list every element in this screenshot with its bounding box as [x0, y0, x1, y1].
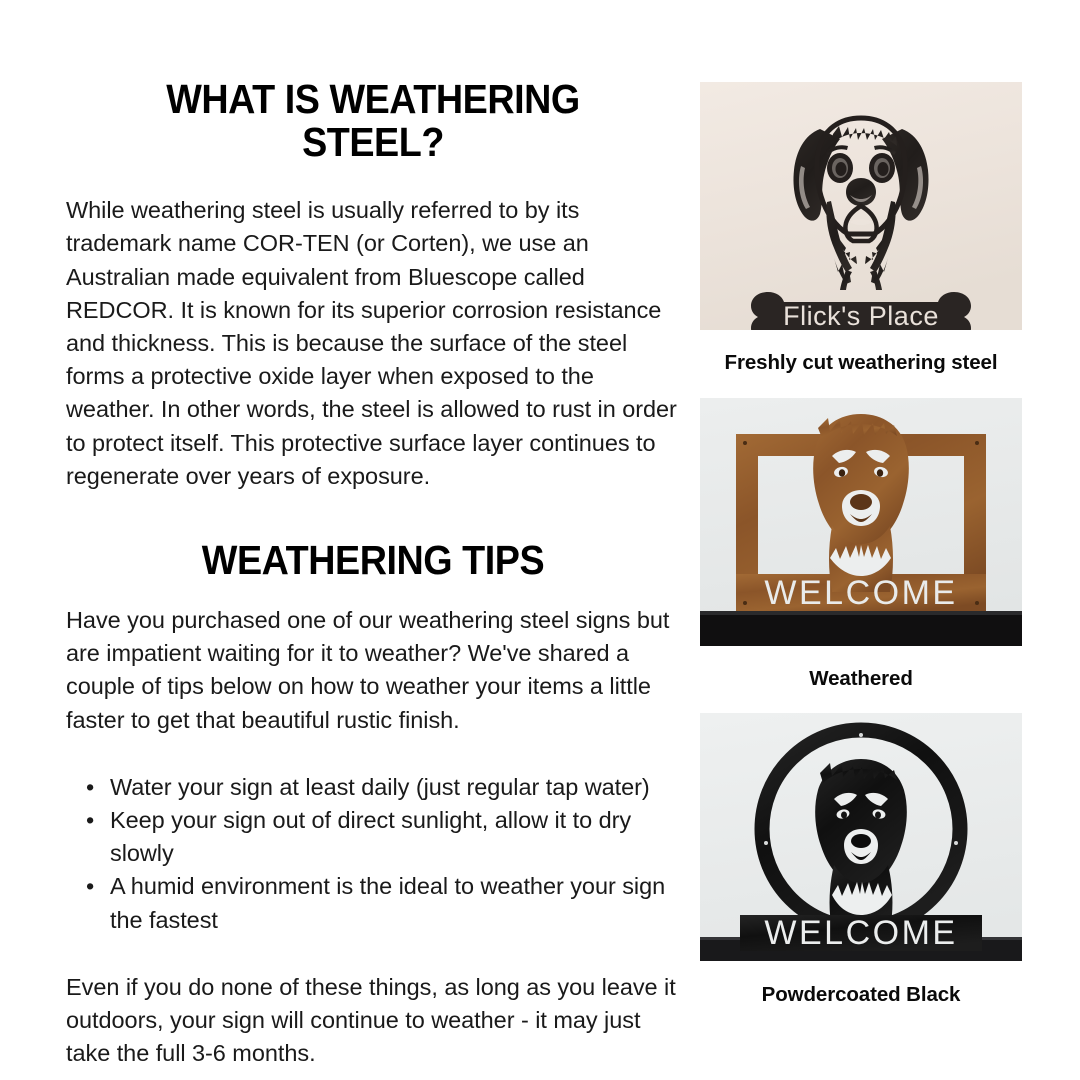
photo-column	[700, 82, 1022, 1008]
tips-list	[66, 771, 680, 937]
photo-caption-powdercoated-black: Powdercoated Black	[761, 983, 961, 1007]
photo-powdercoated-black	[700, 713, 1022, 961]
intro-paragraph: While weathering steel is usually referred to by its trademark name COR-TEN (or Corten), we use an Australian made equivalent from Bluescope called REDCOR. It is known for its superior corrosion resistance and thickness. This is because the surface of the steel forms a protective oxide layer when exposed to the weather. In other words, the steel is allowed to rust in order to protect itself. This protective surface layer continues to regenerate over years of exposure.	[66, 197, 677, 489]
tips-intro-paragraph: Have you purchased one of our weathering steel signs but are impatient waiting for it to weather? We've shared a couple of tips below on how to weather your items a little faster to get that beautiful rustic finish.	[66, 606, 670, 733]
photo-block-freshly-cut	[700, 82, 1022, 376]
photo-freshly-cut-weathering-steel	[700, 82, 1022, 330]
list-item: • Water your sign at least daily (just regular tap water)	[110, 771, 680, 804]
photo-block-powdercoated-black	[700, 713, 1022, 1008]
sign-text-welcome-black: WELCOME	[764, 914, 958, 953]
article-text-column	[66, 78, 680, 1070]
photo-caption-weathered: Weathered	[809, 666, 913, 690]
sign-text-flicks-place: Flick's Place	[783, 301, 939, 330]
page-title: WHAT IS WEATHERING STEEL?	[166, 76, 580, 166]
photo-weathered	[700, 398, 1022, 646]
sign-text-welcome-weathered: WELCOME	[764, 573, 958, 612]
section-heading-weathering-tips: WEATHERING TIPS	[201, 536, 545, 583]
photo-caption-freshly-cut: Freshly cut weathering steel	[724, 351, 998, 374]
list-item: • Keep your sign out of direct sunlight, allow it to dry slowly	[110, 804, 680, 870]
photo-block-weathered	[700, 398, 1022, 692]
list-item: • A humid environment is the ideal to weather your sign the fastest	[110, 870, 680, 936]
closing-paragraph: Even if you do none of these things, as long as you leave it outdoors, your sign will continue to weather - it may just take the full 3-6 months.	[66, 973, 676, 1067]
